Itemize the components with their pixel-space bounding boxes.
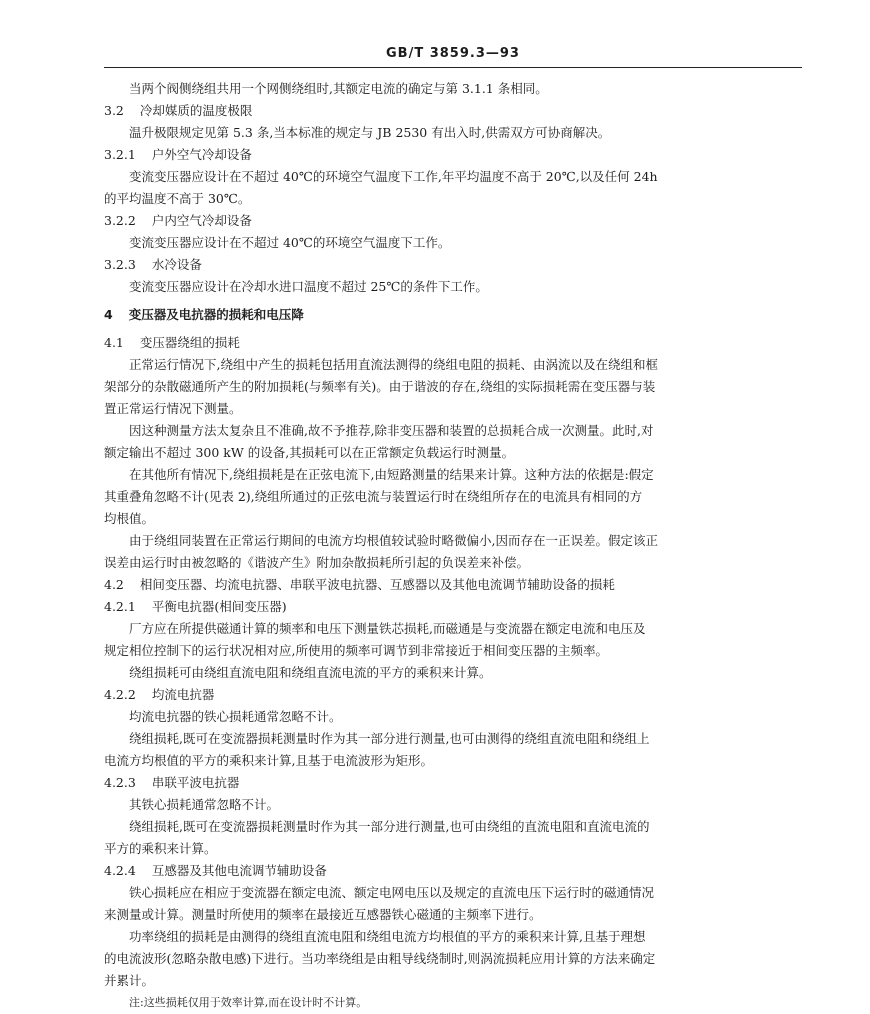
paragraph-line — [104, 662, 802, 684]
line-text: 的平均温度不高于 30℃。 — [104, 191, 251, 206]
line-text: 其重叠角忽略不计(见表 2),绕组所通过的正弦电流与装置运行时在绕组所存在的电流具有相同的方 — [104, 489, 643, 504]
line-text: 绕组损耗,既可在变流器损耗测量时作为其一部分进行测量,也可由测得的绕组直流电阻和绕组上 — [129, 731, 650, 746]
section-title: 串联平波电抗器 — [151, 775, 240, 790]
paragraph-line — [104, 530, 802, 552]
paragraph-line — [104, 442, 802, 464]
paragraph-line — [104, 486, 802, 508]
paragraph-line — [104, 904, 802, 926]
line-text: 由于绕组同装置在正常运行期间的电流方均根值较试验时略微偏小,因而存在一正误差。假定该正 — [129, 533, 658, 548]
paragraph-line — [104, 838, 802, 860]
paragraph-line — [104, 970, 802, 992]
line-text: 额定输出不超过 300 kW 的设备,其损耗可以在正常额定负载运行时测量。 — [104, 445, 515, 460]
line-text: 变流变压器应设计在不超过 40℃的环境空气温度下工作,年平均温度不高于 20℃,以及任何 24h — [129, 169, 658, 184]
line-text: 并累计。 — [104, 973, 155, 988]
paragraph-line — [104, 398, 802, 420]
paragraph-line — [104, 188, 802, 210]
section-number: 4.2.4 — [104, 863, 136, 878]
paragraph-line — [104, 78, 802, 100]
line-text: 温升极限规定见第 5.3 条,当本标准的规定与 JB 2530 有出入时,供需双方可协商解决。 — [129, 125, 611, 140]
line-text: 当两个阀侧绕组共用一个网侧绕组时,其额定电流的确定与第 3.1.1 条相同。 — [129, 81, 548, 96]
section-heading — [104, 254, 802, 276]
paragraph-line — [104, 420, 802, 442]
section-number: 3.2 — [104, 103, 124, 118]
paragraph-line — [104, 376, 802, 398]
section-heading — [104, 684, 802, 706]
section-heading — [104, 100, 802, 122]
line-text: 的电流波形(忽略杂散电感)下进行。当功率绕组是由粗导线绕制时,则涡流损耗应用计算的方法来确定 — [104, 951, 656, 966]
standard-header: GB/T 3859.3—93 — [386, 46, 520, 61]
line-text: 其铁心损耗通常忽略不计。 — [129, 797, 280, 812]
section-heading — [104, 596, 802, 618]
line-text: 厂方应在所提供磁通计算的频率和电压下测量铁芯损耗,而磁通是与变流器在额定电流和电压及 — [129, 621, 646, 636]
section-title: 均流电抗器 — [151, 687, 215, 702]
section-number: 4.2.1 — [104, 599, 136, 614]
paragraph-line — [104, 122, 802, 144]
paragraph-line — [104, 166, 802, 188]
section-number: 3.2.1 — [104, 147, 136, 162]
footnote: 注:这些损耗仅用于效率计算,而在设计时不计算。 — [129, 996, 368, 1009]
paragraph-line — [104, 948, 802, 970]
line-text: 均流电抗器的铁心损耗通常忽略不计。 — [129, 709, 342, 724]
paragraph-line — [104, 794, 802, 816]
paragraph-line — [104, 508, 802, 530]
line-text: 绕组损耗,既可在变流器损耗测量时作为其一部分进行测量,也可由绕组的直流电阻和直流电流的 — [129, 819, 650, 834]
section-heading — [104, 304, 802, 326]
section-title: 变压器绕组的损耗 — [139, 335, 240, 350]
paragraph-line — [104, 354, 802, 376]
section-title: 冷却媒质的温度极限 — [139, 103, 253, 118]
paragraph-line — [104, 552, 802, 574]
header-rule — [104, 67, 802, 68]
section-title: 平衡电抗器(相间变压器) — [151, 599, 287, 614]
line-text: 功率绕组的损耗是由测得的绕组直流电阻和绕组电流方均根值的平方的乘积来计算,且基于理想 — [129, 929, 646, 944]
paragraph-line — [104, 882, 802, 904]
section-number: 4.2.2 — [104, 687, 136, 702]
section-heading — [104, 144, 802, 166]
line-text: 因这种测量方法太复杂且不准确,故不予推荐,除非变压器和装置的总损耗合成一次测量。此时,对 — [129, 423, 654, 438]
paragraph-line — [104, 618, 802, 640]
paragraph-line — [104, 640, 802, 662]
paragraph-line — [104, 232, 802, 254]
paragraph-line — [104, 750, 802, 772]
section-title: 水冷设备 — [151, 257, 202, 272]
line-text: 置正常运行情况下测量。 — [104, 401, 242, 416]
line-text: 电流方均根值的平方的乘积来计算,且基于电流波形为矩形。 — [104, 753, 433, 768]
line-text: 平方的乘积来计算。 — [104, 841, 217, 856]
paragraph-line — [104, 816, 802, 838]
line-text: 变流变压器应设计在冷却水进口温度不超过 25℃的条件下工作。 — [129, 279, 488, 294]
section-number: 4.1 — [104, 335, 124, 350]
line-text: 铁心损耗应在相应于变流器在额定电流、额定电网电压以及规定的直流电压下运行时的磁通情况 — [129, 885, 655, 900]
paragraph-line — [104, 276, 802, 298]
paragraph-line — [104, 728, 802, 750]
section-title: 户内空气冷却设备 — [151, 213, 252, 228]
paragraph-line — [104, 926, 802, 948]
section-title: 互感器及其他电流调节辅助设备 — [151, 863, 327, 878]
section-title: 户外空气冷却设备 — [151, 147, 252, 162]
document-body — [104, 78, 802, 992]
line-text: 来测量或计算。测量时所使用的频率在最接近互感器铁心磁通的主频率下进行。 — [104, 907, 542, 922]
paragraph-line — [104, 706, 802, 728]
section-number: 4 — [104, 307, 113, 322]
section-heading — [104, 860, 802, 882]
section-heading — [104, 574, 802, 596]
section-title: 变压器及电抗器的损耗和电压降 — [128, 307, 304, 322]
line-text: 规定相位控制下的运行状况相对应,所使用的频率可调节到非常接近于相间变压器的主频率。 — [104, 643, 608, 658]
section-number: 4.2.3 — [104, 775, 136, 790]
section-title: 相间变压器、均流电抗器、串联平波电抗器、互感器以及其他电流调节辅助设备的损耗 — [139, 577, 615, 592]
section-number: 3.2.3 — [104, 257, 136, 272]
section-number: 3.2.2 — [104, 213, 136, 228]
paragraph-line — [104, 464, 802, 486]
line-text: 均根值。 — [104, 511, 155, 526]
line-text: 误差由运行时由被忽略的《谐波产生》附加杂散损耗所引起的负误差来补偿。 — [104, 555, 530, 570]
section-heading — [104, 210, 802, 232]
line-text: 绕组损耗可由绕组直流电阻和绕组直流电流的平方的乘积来计算。 — [129, 665, 492, 680]
line-text: 变流变压器应设计在不超过 40℃的环境空气温度下工作。 — [129, 235, 451, 250]
line-text: 架部分的杂散磁通所产生的附加损耗(与频率有关)。由于谐波的存在,绕组的实际损耗需在变压器与装 — [104, 379, 656, 394]
line-text: 正常运行情况下,绕组中产生的损耗包括用直流法测得的绕组电阻的损耗、由涡流以及在绕组和框 — [129, 357, 658, 372]
section-number: 4.2 — [104, 577, 124, 592]
line-text: 在其他所有情况下,绕组损耗是在正弦电流下,由短路测量的结果来计算。这种方法的依据是:假定 — [129, 467, 654, 482]
section-heading — [104, 332, 802, 354]
section-heading — [104, 772, 802, 794]
